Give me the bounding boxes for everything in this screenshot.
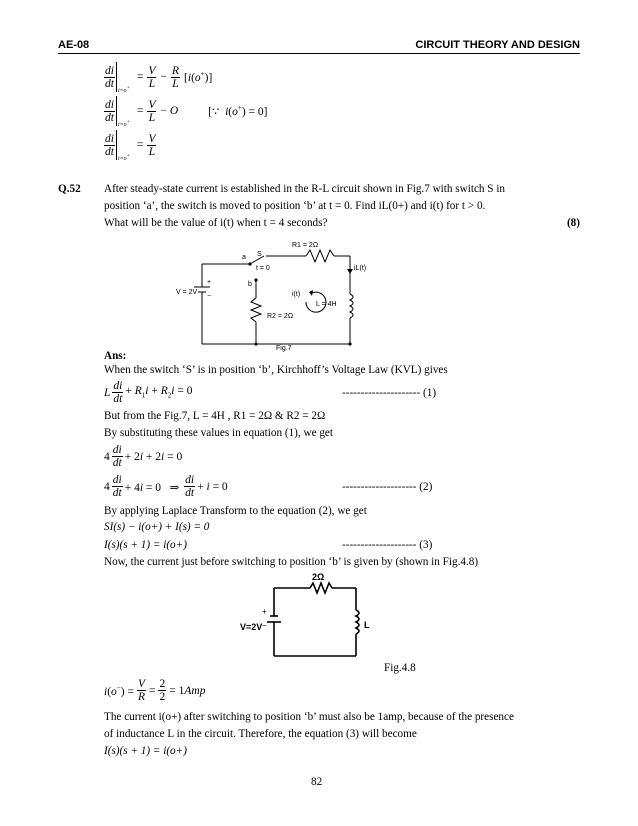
fig7-label-r1: R1 = 2Ω — [292, 242, 319, 249]
answer-para-5: Now, the current just before switching to position ‘b’ is given by (shown in Fig.4.8) — [104, 556, 479, 568]
equation-5: I(s)(s + 1) = i(o+) — [104, 539, 187, 551]
top-equation-1: $\frac{di}{dt}$ t=o+ = $\frac{V}{L}$ − $\frac{R}{L}$ [i(o+)] — [104, 62, 212, 92]
header-rule — [58, 53, 580, 54]
fig7-caption: Fig.7 — [276, 345, 292, 352]
fig7-circuit — [170, 236, 390, 356]
answer-para-6a: The current i(o+) after switching to position ‘b’ must also be 1amp, because of the presence — [104, 711, 514, 723]
fig48-circuit — [240, 570, 380, 662]
equation-3: 4 $\frac{di}{dt}$ + 4i = 0 ⇒ $\frac{di}{dt}$ + i = 0 — [104, 474, 228, 499]
fig7-label-b: b — [248, 281, 252, 288]
equation-4: SI(s) − i(o+) + I(s) = 0 — [104, 521, 210, 533]
top-equation-2: $\frac{di}{dt}$ t=o+ = $\frac{V}{L}$ − O [∵ i(o+) = 0] — [104, 96, 267, 126]
fig48-label-r: 2Ω — [312, 572, 325, 582]
header-left: AE-08 — [58, 39, 90, 51]
question-marks: (8) — [566, 217, 580, 229]
equation-6: i(o−) = $\frac{V}{R}$ = $\frac{2}{2}$ = 1Amp — [104, 678, 206, 703]
fig7-label-a: a — [242, 254, 246, 261]
fig48-label-minus: − — [262, 621, 267, 630]
answer-para-2: But from the Fig.7, L = 4H , R1 = 2Ω & R2 = 2Ω — [104, 410, 326, 422]
fig7-label-minus: − — [207, 293, 212, 300]
fig7-label-s: S — [257, 251, 262, 258]
fig7-label-v: V = 2V — [176, 289, 198, 296]
fig7-label-t0: t = 0 — [256, 265, 270, 272]
equation-7: I(s)(s + 1) = i(o+) — [104, 745, 187, 757]
fig48-label-l: L — [364, 620, 370, 630]
question-line-2: position ‘a’, the switch is moved to position ‘b’ at t = 0. Find iL(0+) and i(t) for t > 0. — [104, 200, 486, 212]
fig7-label-it: i(t) — [292, 291, 301, 298]
fig7-label-il: iL(t) — [354, 265, 367, 272]
equation-3-number: -------------------- (2) — [342, 481, 433, 493]
equation-2: 4 $\frac{di}{dt}$ + 2i + 2i = 0 — [104, 444, 183, 469]
answer-label: Ans: — [104, 350, 127, 362]
fig48-caption: Fig.4.8 — [384, 662, 416, 674]
top-equation-3: $\frac{di}{dt}$ t=o+ = $\frac{V}{L}$ — [104, 130, 160, 160]
equation-1: L $\frac{di}{dt}$ + $R_1i + R_2i = 0$ — [104, 380, 193, 405]
question-line-3: What will be the value of i(t) when t = 4 seconds? — [104, 217, 328, 229]
answer-para-1: When the switch ‘S’ is in position ‘b’, Kirchhoff’s Voltage Law (KVL) gives — [104, 364, 448, 376]
header-right: CIRCUIT THEORY AND DESIGN — [415, 39, 580, 51]
equation-1-number: --------------------- (1) — [342, 387, 437, 399]
answer-para-6b: of inductance L in the circuit. Therefore, the equation (3) will become — [104, 728, 417, 740]
fig7-label-r2: R2 = 2Ω — [267, 313, 294, 320]
answer-para-3: By substituting these values in equation (1), we get — [104, 427, 333, 439]
answer-para-4: By applying Laplace Transform to the equation (2), we get — [104, 505, 367, 517]
fig7-label-l: L = 4H — [316, 301, 337, 308]
fig48-label-plus: + — [262, 607, 267, 616]
question-line-1: After steady-state current is established in the R-L circuit shown in Fig.7 with switch S in — [104, 183, 506, 195]
fig48-label-v: V=2V — [240, 622, 263, 632]
equation-5-number: -------------------- (3) — [342, 539, 433, 551]
fig7-label-plus: + — [207, 279, 212, 286]
page-number: 82 — [311, 776, 323, 788]
question-number: Q.52 — [58, 183, 81, 195]
